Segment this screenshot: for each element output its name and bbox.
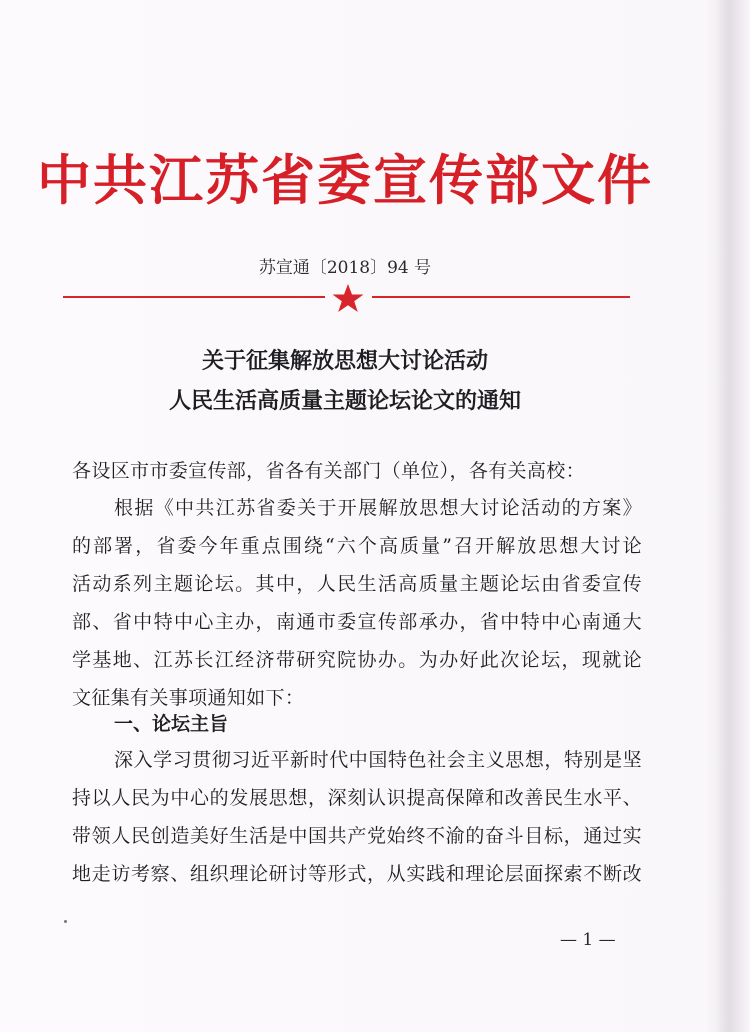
star-icon <box>331 283 365 313</box>
scan-speck <box>64 920 67 923</box>
page-number: — 1 — <box>560 930 616 950</box>
notice-title-line-2: 人民生活高质量主题论坛论文的通知 <box>168 388 521 414</box>
notice-title-line-1: 关于征集解放思想大讨论活动 <box>201 348 488 374</box>
document-header-title: 中共江苏省委宣传部文件 <box>37 148 653 212</box>
paragraph-1-line: 部、省中特中心主办，南通市委宣传部承办，省中特中心南通大 <box>72 611 642 633</box>
paragraph-2-line: 深入学习贯彻习近平新时代中国特色社会主义思想，特别是坚 <box>114 749 642 771</box>
red-divider-right <box>372 296 630 298</box>
paragraph-2-line: 带领人民创造美好生活是中国共产党始终不渝的奋斗目标，通过实 <box>72 825 642 847</box>
scan-shadow <box>716 0 750 1032</box>
section-heading: 一、论坛主旨 <box>114 713 229 735</box>
addressee-line: 各设区市市委宣传部，省各有关部门（单位），各有关高校： <box>72 460 585 482</box>
paragraph-1-line: 的部署，省委今年重点围绕“六个高质量”召开解放思想大讨论 <box>72 535 642 557</box>
paragraph-1-line: 文征集有关事项通知如下： <box>72 687 305 709</box>
red-divider-left <box>63 296 325 298</box>
paragraph-1-line: 根据《中共江苏省委关于开展解放思想大讨论活动的方案》 <box>114 497 642 519</box>
paragraph-2-line: 地走访考察、组织理论研讨等形式，从实践和理论层面探索不断改 <box>72 863 642 885</box>
document-number: 苏宣通〔2018〕94 号 <box>258 258 432 278</box>
paragraph-2-line: 持以人民为中心的发展思想，深刻认识提高保障和改善民生水平、 <box>72 787 642 809</box>
paragraph-1-line: 活动系列主题论坛。其中，人民生活高质量主题论坛由省委宣传 <box>72 573 642 595</box>
paragraph-1-line: 学基地、江苏长江经济带研究院协办。为办好此次论坛，现就论 <box>72 649 642 671</box>
